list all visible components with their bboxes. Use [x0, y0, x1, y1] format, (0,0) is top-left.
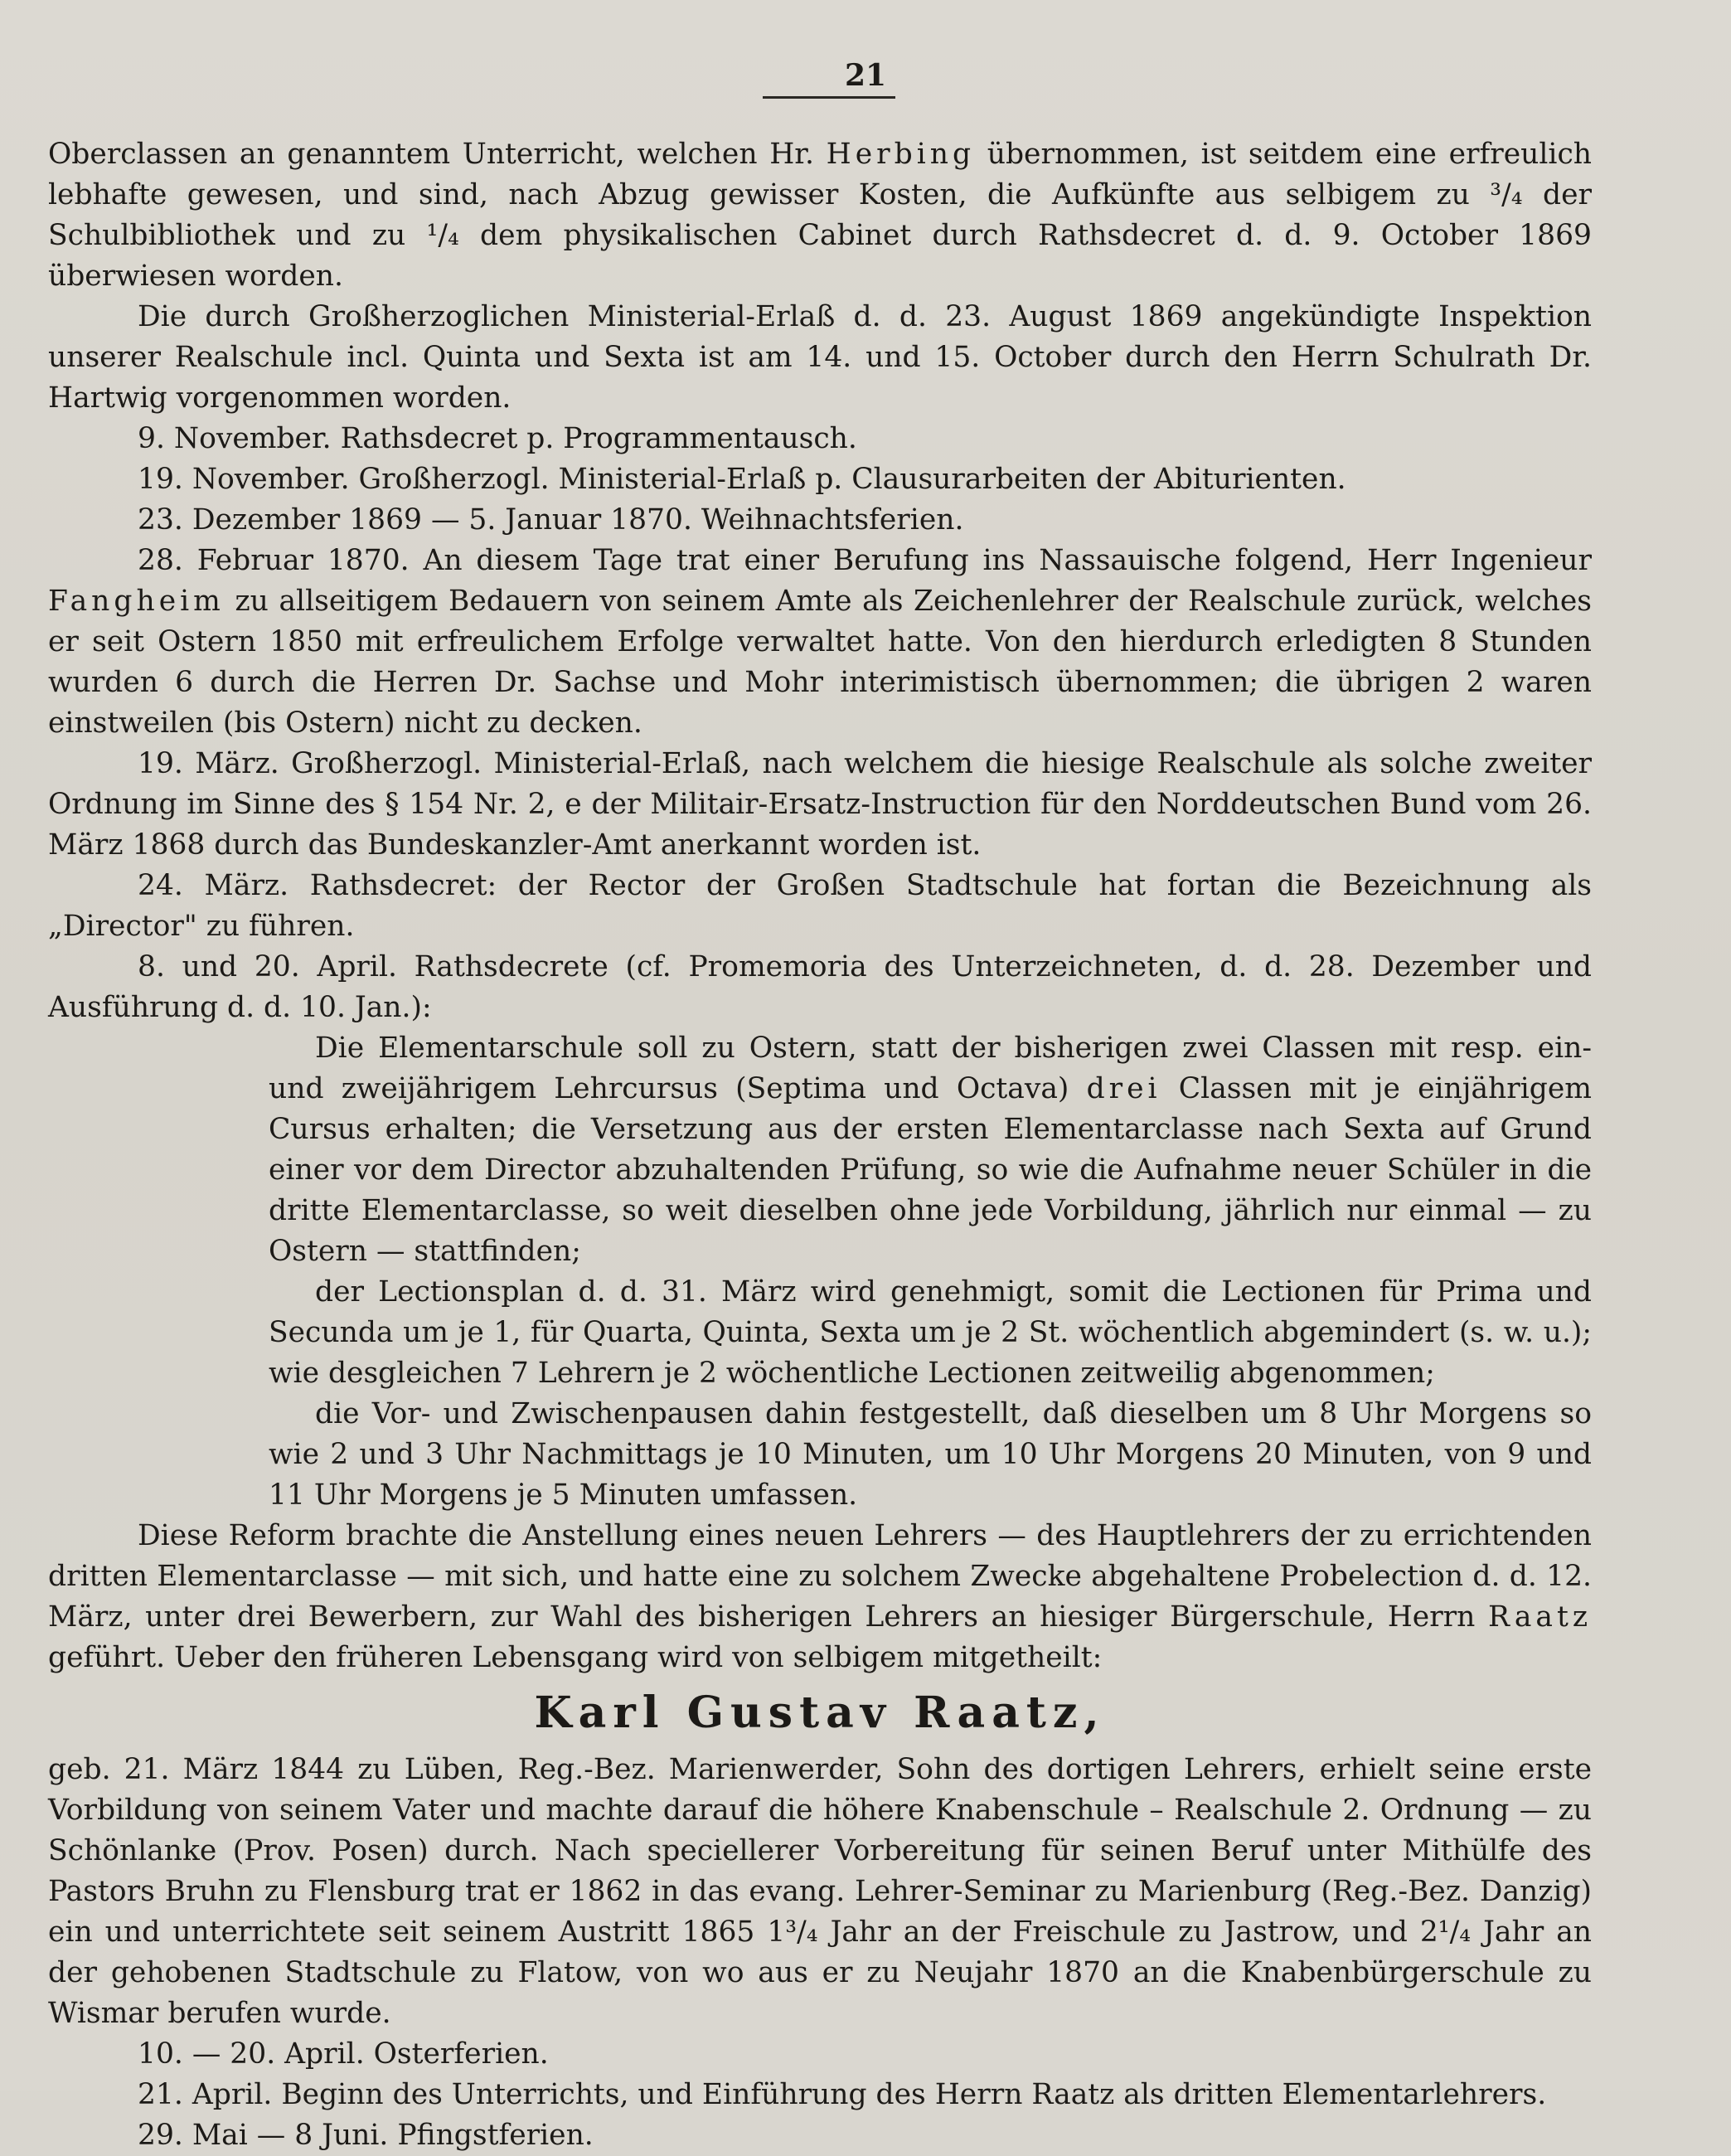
page-number: 21 — [844, 58, 887, 93]
entry-weihnachtsferien: 23. Dezember 1869 — 5. Januar 1870. Weihnachtsferien. — [138, 503, 964, 537]
decree-lectionsplan: der Lectionsplan d. d. 31. März wird genehmigt, somit die Lectionen für Prima und Secunda um je 1, für Quarta, Quinta, Sexta um je 2 St. wöchentlich abgemindert (s. w. u.); wie desgleichen 7 Lehrern je 2 wöchentliche Lectionen zeitweilig abgenommen; — [269, 1275, 1592, 1390]
entry-19-november: 19. November. Großherzogl. Ministerial-Erlaß p. Clausurarbeiten der Abiturienten. — [138, 463, 1346, 496]
entry-21-april: 21. April. Beginn des Unterrichts, und Einführung des Herrn Raatz als dritten Elementarlehrers. — [138, 2078, 1547, 2111]
page-number-rule — [763, 96, 895, 99]
entry-28-februar: 28. Februar 1870. An diesem Tage trat einer Berufung ins Nassauische folgend, Herr Ingenieur Fangheim zu allseitigem Bedauern von seinem Amte als Zeichenlehrer der Realschule zurück, welches er seit Ostern 1850 mit erfreulichem Erfolge verwaltet hatte. Von den hierdurch erledigten 8 Stunden wurden 6 durch die Herren Dr. Sachse und Mohr interimistisch übernommen; die übrigen 2 waren einstweilen (bis Ostern) nicht zu decken. — [48, 544, 1592, 740]
paragraph-inspektion: Die durch Großherzoglichen Ministerial-Erlaß d. d. 23. August 1869 angekündigte Inspektion unserer Realschule incl. Quinta und Sexta ist am 14. und 15. October durch den Herrn Schulrath Dr. Hartwig vorgenommen worden. — [48, 300, 1592, 415]
paragraph-reform: Diese Reform brachte die Anstellung eines neuen Lehrers — des Hauptlehrers der zu errichtenden dritten Elementarclasse — mit sich, und hatte eine zu solchem Zwecke abgehaltene Probelection d. d. 12. März, unter drei Bewerbern, zur Wahl des bisherigen Lehrers an hiesiger Bürgerschule, Herrn Raatz geführt. Ueber den früheren Lebensgang wird von selbigem mitgetheilt: — [48, 1519, 1592, 1674]
biography-heading: Karl Gustav Raatz, — [534, 1687, 1106, 1738]
paragraph-biography: geb. 21. März 1844 zu Lüben, Reg.-Bez. Marienwerder, Sohn des dortigen Lehrers, erhielt seine erste Vorbildung von seinem Vater und machte darauf die höhere Knabenschule – Realschule 2. Ordnung — zu Schönlanke (Prov. Posen) durch. Nach speciellerer Vorbereitung für seinen Beruf unter Mithülfe des Pastors Bruhn zu Flensburg trat er 1862 in das evang. Lehrer-Seminar zu Marienburg (Reg.-Bez. Danzig) ein und unterrichtete seit seinem Austritt 1865 1³/₄ Jahr an der Freischule zu Jastrow, und 2¹/₄ Jahr an der gehobenen Stadtschule zu Flatow, von wo aus er zu Neujahr 1870 an die Knabenbürgerschule zu Wismar berufen wurde. — [48, 1753, 1592, 2030]
name-raatz: Raatz — [1488, 1600, 1592, 1634]
decree-pausen: die Vor- und Zwischenpausen dahin festgestellt, daß dieselben um 8 Uhr Morgens so wie 2 und 3 Uhr Nachmittags je 10 Minuten, um 10 Uhr Morgens 20 Minuten, von 9 und 11 Uhr Morgens je 5 Minuten umfassen. — [269, 1397, 1592, 1512]
name-fangheim: Fangheim — [48, 585, 225, 618]
entry-pfingstferien: 29. Mai — 8 Juni. Pfingstferien. — [138, 2119, 594, 2152]
entry-19-maerz: 19. März. Großherzogl. Ministerial-Erlaß, nach welchem die hiesige Realschule als solche zweiter Ordnung im Sinne des § 154 Nr. 2, e der Militair-Ersatz-Instruction für den Norddeutschen Bund vom 26. März 1868 durch das Bundeskanzler-Amt anerkannt worden ist. — [48, 747, 1592, 862]
entry-9-november: 9. November. Rathsdecret p. Programmentausch. — [138, 422, 857, 455]
body-text — [48, 134, 1592, 2156]
name-herbing: Herbing — [826, 138, 976, 171]
entry-24-maerz: 24. März. Rathsdecret: der Rector der Großen Stadtschule hat fortan die Bezeichnung als „Director" zu führen. — [48, 869, 1592, 943]
entry-april-rathsdecrete: 8. und 20. April. Rathsdecrete (cf. Promemoria des Unterzeichneten, d. d. 28. Dezember und Ausführung d. d. 10. Jan.): — [48, 950, 1592, 1024]
entry-osterferien: 10. — 20. April. Osterferien. — [138, 2037, 549, 2071]
paragraph-oberclassen: Oberclassen an genanntem Unterricht, welchen Hr. Herbing übernommen, ist seitdem eine erfreulich lebhafte gewesen, und sind, nach Abzug gewisser Kosten, die Aufkünfte aus selbigem zu ³/₄ der Schulbibliothek und zu ¹/₄ dem physikalischen Cabinet durch Rathsdecret d. d. 9. October 1869 überwiesen worden. — [48, 138, 1592, 293]
decree-elementarschule: Die Elementarschule soll zu Ostern, statt der bisherigen zwei Classen mit resp. ein- und zweijährigem Lehrcursus (Septima und Octava) drei Classen mit je einjährigem Cursus erhalten; die Versetzung aus der ersten Elementarclasse nach Sexta auf Grund einer vor dem Director abzuhaltenden Prüfung, so wie die Aufnahme neuer Schüler in die dritte Elementarclasse, so weit dieselben ohne jede Vorbildung, jährlich nur einmal — zu Ostern — stattfinden; — [269, 1032, 1592, 1268]
emphasis-drei: drei — [1086, 1072, 1161, 1105]
